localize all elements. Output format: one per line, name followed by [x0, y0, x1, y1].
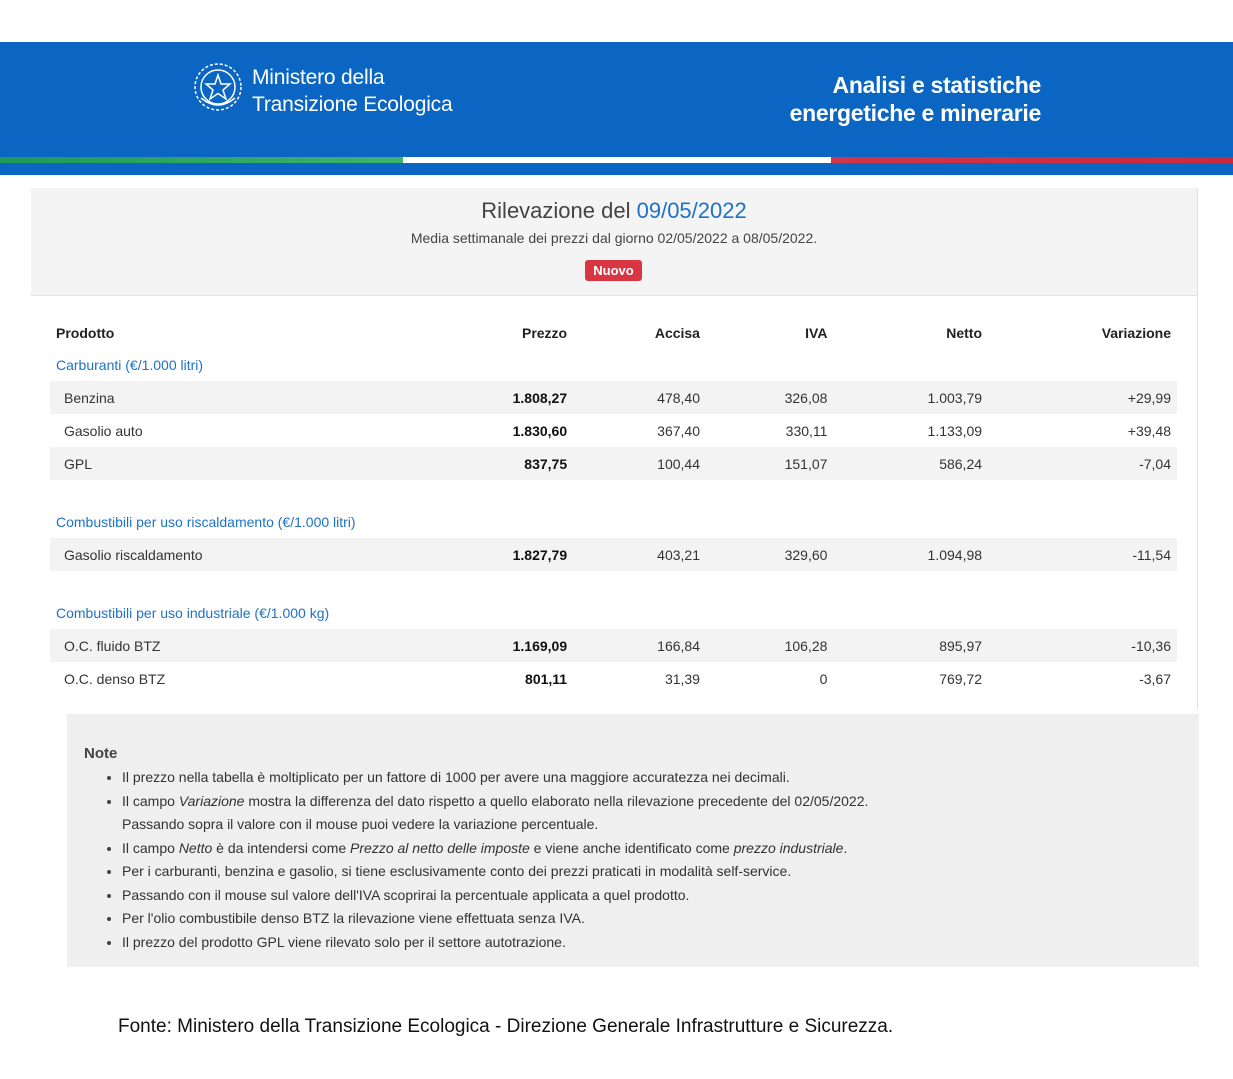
excise-cell: 166,84 — [573, 629, 706, 662]
notes-title: Note — [84, 745, 118, 762]
note-item: • Il prezzo nella tabella è moltiplicato per un fattore di 1000 per avere una maggiore accuratezza nei decimali. — [122, 766, 868, 790]
note-item: • Passando con il mouse sul valore dell'IVA scoprirai la percentuale applicata a quel prodotto. — [122, 884, 868, 908]
product-cell: O.C. fluido BTZ — [50, 629, 419, 662]
col-header-net: Netto — [946, 325, 983, 341]
table-row — [50, 414, 1177, 447]
price-cell: 1.808,27 — [419, 381, 574, 414]
notes-box — [67, 714, 1199, 967]
net-cell: 1.003,79 — [833, 381, 988, 414]
excise-cell: 478,40 — [573, 381, 706, 414]
price-cell: 801,11 — [525, 670, 568, 687]
survey-title-prefix: Rilevazione del — [481, 198, 631, 223]
change-cell[interactable]: +29,99 — [988, 381, 1177, 414]
table-row — [50, 447, 1177, 480]
note-item: • Il campo Netto è da intendersi come Prezzo al netto delle imposte e viene anche identificato come prezzo industriale. — [122, 837, 868, 861]
table-row — [50, 662, 1177, 695]
vat-cell[interactable]: 329,60 — [706, 538, 833, 571]
excise-cell: 31,39 — [664, 670, 700, 687]
product-cell: O.C. denso BTZ — [64, 670, 166, 687]
change-cell[interactable]: -10,36 — [988, 629, 1177, 662]
product-cell: Gasolio auto — [64, 422, 143, 439]
new-badge: Nuovo — [585, 260, 642, 281]
note-item: • Il prezzo del prodotto GPL viene rilevato solo per il settore autotrazione. — [122, 931, 868, 955]
section-label: Combustibili per uso industriale (€/1.000 kg) — [56, 605, 330, 621]
col-header-vat: IVA — [805, 325, 828, 341]
note-item: • Per l'olio combustibile denso BTZ la rilevazione viene effettuata senza IVA. — [122, 907, 868, 931]
section-row — [50, 480, 1177, 538]
col-header-excise: Accisa — [654, 325, 700, 341]
change-cell[interactable]: -11,54 — [988, 538, 1177, 571]
section-row — [50, 571, 1177, 629]
tagline-line2: energetiche e minerarie — [789, 100, 1041, 126]
ministry-name[interactable] — [252, 64, 452, 118]
card-header — [31, 188, 1197, 296]
section-row — [50, 348, 1177, 381]
note-item: • Il campo Variazione mostra la differenza del dato rispetto a quello elaborato nella rilevazione precedente del 02/05/2022. Passando sopra il valore con il mouse puoi vedere la variazione percentuale. — [122, 790, 868, 837]
italian-republic-emblem-icon[interactable] — [193, 62, 243, 112]
net-cell: 769,72 — [939, 670, 983, 687]
section-label: Carburanti (€/1.000 litri) — [56, 356, 204, 373]
change-cell[interactable]: +39,48 — [1127, 422, 1171, 439]
price-cell: 1.827,79 — [419, 538, 574, 571]
italian-flag-stripe — [0, 157, 1233, 163]
tagline-line1: Analisi e statistiche — [832, 72, 1041, 98]
col-header-product: Prodotto — [56, 325, 115, 341]
header-bar — [0, 42, 1233, 157]
vat-cell[interactable]: 330,11 — [785, 422, 828, 439]
site-header — [0, 42, 1233, 175]
table-row — [50, 629, 1177, 662]
flag-green — [0, 157, 403, 163]
vat-cell[interactable]: 106,28 — [706, 629, 833, 662]
vat-cell[interactable]: 326,08 — [706, 381, 833, 414]
table-row — [50, 381, 1177, 414]
excise-cell: 403,21 — [573, 538, 706, 571]
survey-subtitle: Media settimanale dei prezzi dal giorno 02/05/2022 a 08/05/2022. — [410, 230, 818, 246]
net-cell: 1.094,98 — [833, 538, 988, 571]
section-label: Combustibili per uso riscaldamento (€/1.000 litri) — [56, 514, 356, 530]
product-cell: GPL — [50, 447, 419, 480]
vat-cell[interactable]: 151,07 — [706, 447, 833, 480]
table-row — [50, 538, 1177, 571]
flag-white — [403, 157, 831, 163]
col-header-price: Prezzo — [521, 325, 568, 341]
ministry-name-line2: Transizione Ecologica — [252, 93, 453, 116]
net-cell: 1.133,09 — [927, 422, 983, 439]
vat-cell[interactable]: 0 — [819, 670, 828, 687]
notes-list — [105, 766, 868, 954]
net-cell: 895,97 — [833, 629, 988, 662]
excise-cell: 367,40 — [657, 422, 700, 439]
site-tagline[interactable] — [790, 71, 1041, 127]
ministry-name-line1: Ministero della — [252, 66, 385, 89]
table-header-row — [50, 318, 1177, 348]
source-caption: Fonte: Ministero della Transizione Ecologica - Direzione Generale Infrastrutture e Sicurezza. — [118, 1016, 894, 1037]
survey-title — [31, 198, 1197, 224]
note-item: • Per i carburanti, benzina e gasolio, si tiene esclusivamente conto dei prezzi praticati in modalità self-service. — [122, 860, 868, 884]
price-cell: 1.830,60 — [512, 422, 568, 439]
product-cell: Gasolio riscaldamento — [50, 538, 419, 571]
price-cell: 837,75 — [419, 447, 574, 480]
product-cell: Benzina — [50, 381, 419, 414]
col-header-change: Variazione — [1101, 325, 1171, 341]
price-cell: 1.169,09 — [419, 629, 574, 662]
excise-cell: 100,44 — [573, 447, 706, 480]
flag-red — [831, 157, 1233, 163]
net-cell: 586,24 — [833, 447, 988, 480]
prices-table — [50, 318, 1177, 695]
change-cell[interactable]: -3,67 — [1139, 670, 1171, 687]
change-cell[interactable]: -7,04 — [988, 447, 1177, 480]
survey-date: 09/05/2022 — [636, 198, 747, 223]
